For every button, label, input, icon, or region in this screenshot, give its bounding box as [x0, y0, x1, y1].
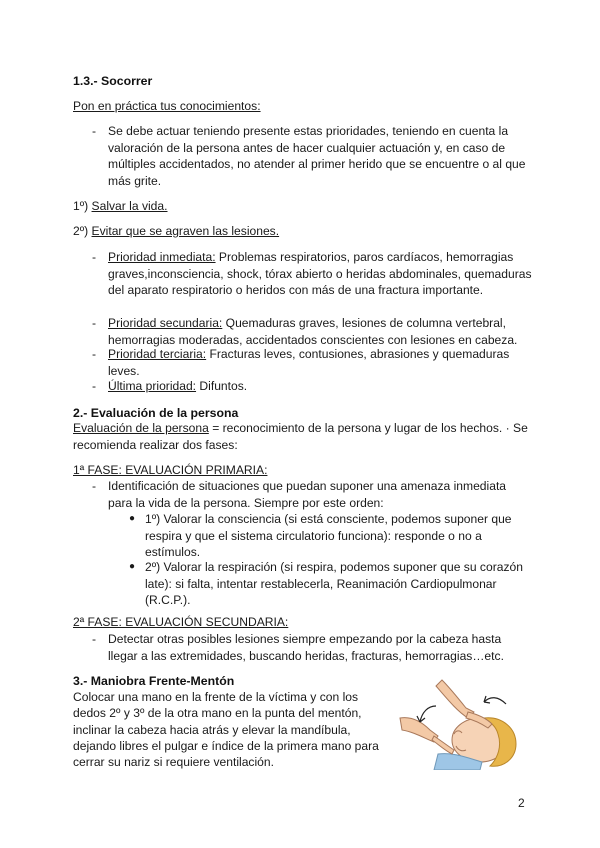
- dash-marker: -: [92, 632, 97, 646]
- priority-desc: Fracturas leves, contusiones, abrasiones y quemaduras leves.: [108, 347, 510, 378]
- definition: [73, 420, 531, 453]
- dash-marker: -: [92, 347, 97, 361]
- intro-line: Pon en práctica tus conocimientos:: [73, 99, 261, 113]
- list-item-text: Identificación de situaciones que puedan suponer una amenaza inmediata para la vida de la persona. Siempre por este orden:: [108, 479, 507, 510]
- sub-list-item: [129, 511, 534, 561]
- bullet-marker: ●: [129, 513, 136, 524]
- dash-marker: -: [92, 479, 97, 493]
- phase-1-title: 1ª FASE: EVALUACIÓN PRIMARIA:: [73, 463, 268, 477]
- list-item-text: [108, 378, 532, 395]
- priority-desc: Quemaduras graves, lesiones de columna vertebral, hemorragias moderadas, accidentados conscientes con lesiones en cabeza.: [108, 316, 518, 347]
- list-item-text: Se debe actuar teniendo presente estas prioridades, teniendo en cuenta la valoración de la persona antes de hacer cualquier actuación y, en caso de múltiples accidentados, no atender al primer herido que se encuentre o al que más grite.: [108, 124, 526, 188]
- priority-number: 2º): [73, 224, 92, 238]
- priority-label: Última prioridad:: [108, 379, 197, 393]
- priority-1: [73, 198, 168, 215]
- maneuver-text: Colocar una mano en la frente de la víctima y con los dedos 2º y 3º de la otra mano en la punta del mentón, inclinar la cabeza hacia atrás y elevar la mandíbula, dejando libres el pulgar e índice de la primera mano para cerrar su nariz si requiere ventilación.: [73, 690, 379, 770]
- sub-list-item: [129, 559, 534, 609]
- list-item-text: Detectar otras posibles lesiones siempre empezando por la cabeza hasta llegar a las extremidades, buscando heridas, fracturas, hemorragias…etc.: [108, 632, 504, 663]
- priority-text: Evitar que se agraven las lesiones.: [91, 224, 280, 238]
- dash-marker: -: [92, 316, 97, 330]
- list-item-text: [108, 346, 532, 379]
- definition-text: = reconocimiento de la persona y lugar de los hechos. · Se recomienda realizar dos fases:: [73, 421, 528, 452]
- list-item: [92, 249, 532, 299]
- section-heading-evaluacion: 2.- Evaluación de la persona: [73, 406, 239, 420]
- list-item: [92, 346, 532, 379]
- priority-label: Prioridad terciaria:: [108, 347, 207, 361]
- priority-label: Prioridad secundaria:: [108, 316, 223, 330]
- priority-text: Salvar la vida.: [91, 199, 168, 213]
- priority-number: 1º): [73, 199, 92, 213]
- list-item: [92, 478, 532, 511]
- sub-list-item-text: 1º) Valorar la consciencia (si está consciente, podemos suponer que respira y que el sistema circulatorio funciona): responde o no a estímulos.: [145, 512, 512, 559]
- priority-desc: Difuntos.: [196, 379, 248, 393]
- list-item: [92, 315, 532, 348]
- priority-label: Prioridad inmediata:: [108, 250, 216, 264]
- priority-2: [73, 223, 279, 240]
- bullet-marker: ●: [129, 561, 136, 572]
- definition-term: Evaluación de la persona: [73, 421, 209, 435]
- list-item: [92, 378, 532, 395]
- head-tilt-chin-lift-illustration: [398, 678, 522, 770]
- list-item-text: [108, 249, 532, 299]
- sub-list-item-text: 2º) Valorar la respiración (si respira, podemos suponer que su corazón late): si falta, intentar restablecerla, Reanimación Cardiopulmonar (R.C.P.).: [145, 560, 523, 607]
- section-heading-socorrer: 1.3.- Socorrer: [73, 74, 153, 88]
- list-item-text: [108, 315, 532, 348]
- section-heading-maniobra: 3.- Maniobra Frente-Mentón: [73, 674, 235, 688]
- phase-2-title: 2ª FASE: EVALUACIÓN SECUNDARIA:: [73, 615, 289, 629]
- dash-marker: -: [92, 124, 97, 138]
- dash-marker: -: [92, 379, 97, 393]
- list-item: [92, 123, 532, 189]
- list-item: [92, 631, 532, 664]
- priority-desc: Problemas respiratorios, paros cardíacos, hemorragias graves,inconsciencia, shock, tórax abierto o heridas abdominales, quemaduras del aparato respiratorio o heridos con más de una fractura importante.: [108, 250, 532, 297]
- dash-marker: -: [92, 250, 97, 264]
- page-number: 2: [518, 796, 525, 810]
